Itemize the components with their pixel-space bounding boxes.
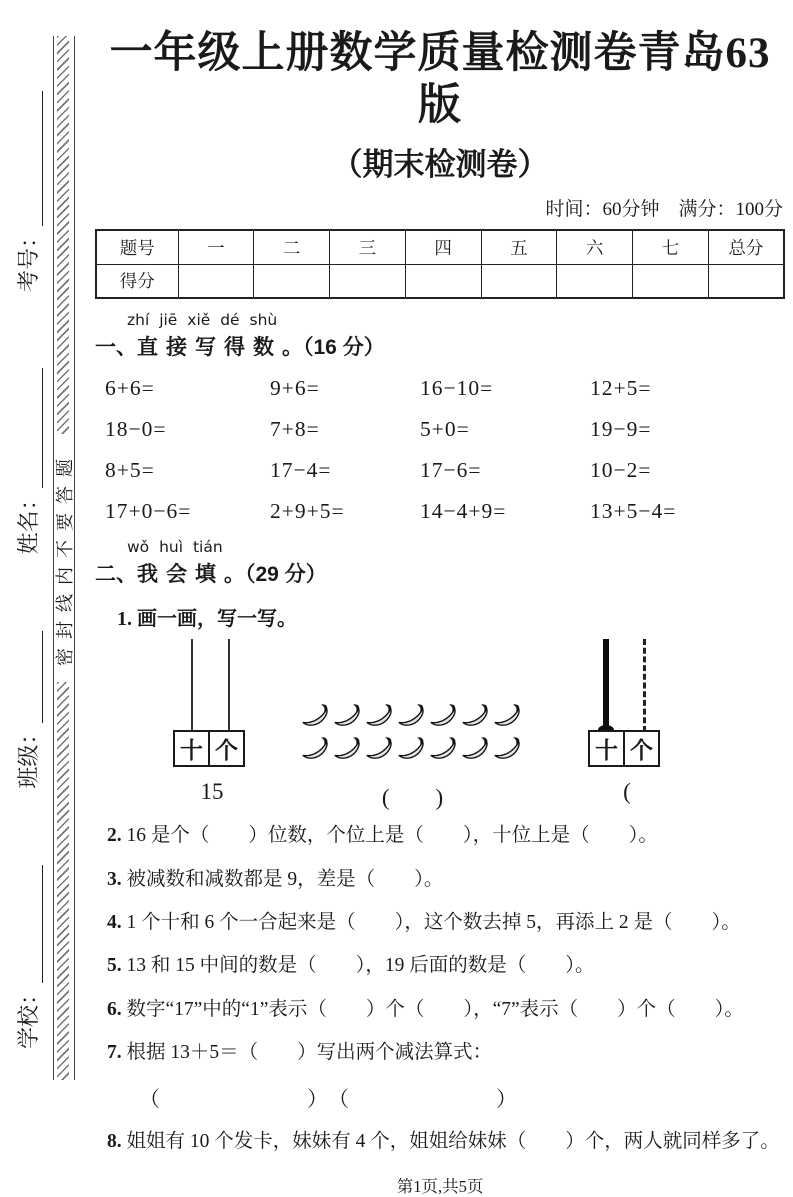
time-score-info: 时间：60分钟 满分：100分 — [545, 199, 783, 221]
exam-number-field — [12, 91, 43, 292]
arithmetic-problem: 19−9= — [590, 417, 652, 442]
tens-box: 十 — [173, 730, 210, 767]
section1-name: 直接写得数 — [137, 336, 282, 360]
pepper-icon — [301, 703, 332, 729]
pepper-icon — [333, 736, 364, 762]
question-number: 4. — [107, 911, 122, 933]
place-value-chart-left — [173, 639, 251, 807]
name-field-label: 姓名： — [15, 488, 41, 555]
place-value-device-left — [173, 639, 251, 767]
question1-figure — [95, 639, 785, 811]
question-number: 3. — [107, 868, 122, 890]
arithmetic-problem: 10−2= — [590, 458, 652, 483]
arithmetic-problem: 5+0= — [420, 417, 470, 442]
student-info-fields — [4, 85, 50, 1055]
ones-box: 个 — [208, 730, 245, 767]
arithmetic-problem: 2+9+5= — [270, 499, 345, 524]
section2-pinyin: wǒ huì tián — [127, 538, 223, 557]
pepper-rows — [301, 703, 524, 762]
pepper-icon — [397, 703, 428, 729]
section1-number: 一、 — [95, 336, 137, 360]
score-cell-empty — [405, 264, 481, 298]
class-field — [12, 631, 43, 789]
score-row-label: 得分 — [96, 264, 178, 298]
figure-middle-answer-blank: ( ) — [381, 785, 444, 811]
score-cell-empty — [708, 264, 784, 298]
arithmetic-problem: 9+6= — [270, 376, 320, 401]
place-value-boxes — [173, 730, 245, 767]
fill-in-questions — [95, 823, 785, 1065]
score-table-col-header: 三 — [330, 230, 406, 264]
score-cell-empty — [330, 264, 406, 298]
score-table-col-header: 二 — [254, 230, 330, 264]
arithmetic-problem: 6+6= — [105, 376, 155, 401]
question7-answer-blanks: （ ） （ ） — [139, 1087, 517, 1112]
page-subtitle: （期末检测卷） — [331, 147, 549, 183]
question-item — [95, 823, 785, 848]
question-text: 13 和 15 中间的数是（ ），19 后面的数是（ ）。 — [121, 955, 595, 977]
school-field — [12, 865, 43, 1049]
question-text: 被减数和减数都是 9，差是（ ）。 — [121, 868, 444, 890]
score-cell-empty — [178, 264, 254, 298]
name-field — [12, 368, 43, 554]
question-item-8 — [95, 1129, 785, 1154]
section2-number: 二、 — [95, 563, 137, 587]
question-item — [95, 910, 785, 935]
place-value-boxes — [588, 730, 660, 767]
place-value-device-right — [588, 639, 666, 767]
arithmetic-problem: 18−0= — [105, 417, 167, 442]
question-text: 姐姐有 10 个发卡，妹妹有 4 个，姐姐给妹妹（ ）个，两人就同样多了。 — [121, 1131, 780, 1153]
question-number: 6. — [107, 998, 122, 1020]
question1-text: 1. 画一画，写一写。 — [117, 608, 297, 631]
arithmetic-problem: 17−4= — [270, 458, 332, 483]
score-table-col-header: 七 — [633, 230, 709, 264]
arithmetic-problem: 16−10= — [420, 376, 494, 401]
arithmetic-problem: 14−4+9= — [420, 499, 507, 524]
pepper-icon — [461, 736, 492, 762]
question-number: 5. — [107, 955, 122, 977]
score-table-col-header: 总分 — [708, 230, 784, 264]
question-number: 2. — [107, 825, 122, 847]
exam-number-field-blank — [19, 91, 42, 226]
pepper-icon — [333, 703, 364, 729]
pepper-row — [301, 736, 524, 762]
section2-heading — [95, 558, 785, 588]
class-field-label: 班级： — [15, 722, 41, 789]
counting-rod-icon — [191, 639, 193, 732]
arithmetic-problem: 8+5= — [105, 458, 155, 483]
section2-name: 我会填 — [137, 563, 224, 587]
seal-line-strip — [53, 36, 75, 1080]
class-field-blank — [19, 631, 42, 723]
section1-score: 。（16 分） — [282, 336, 385, 360]
page-title: 一年级上册数学质量检测卷青岛63版 — [109, 30, 771, 129]
pepper-row — [301, 703, 524, 729]
question-number: 7. — [107, 1041, 122, 1063]
score-cell-empty — [254, 264, 330, 298]
pepper-icon — [493, 736, 524, 762]
question-item — [95, 997, 785, 1022]
question-text: 根据 13＋5＝（ ）写出两个减法算式： — [121, 1041, 493, 1063]
place-value-chart-right — [588, 639, 666, 807]
pepper-group — [301, 703, 524, 811]
section2-score: 。（29 分） — [224, 563, 327, 587]
pepper-icon — [365, 736, 396, 762]
arithmetic-problem: 12+5= — [590, 376, 652, 401]
question-number: 8. — [107, 1131, 122, 1153]
score-table-col-header: 一 — [178, 230, 254, 264]
question-item — [95, 1040, 785, 1065]
dashed-rod-icon — [643, 639, 646, 732]
score-table — [95, 229, 785, 299]
arithmetic-problem: 7+8= — [270, 417, 320, 442]
question-text: 16 是个（ ）位数，个位上是（ ），十位上是（ ）。 — [121, 825, 658, 847]
seal-line-text: 密封线内不要答题 — [55, 450, 75, 666]
score-table-corner-label: 题号 — [96, 230, 178, 264]
pepper-icon — [301, 736, 332, 762]
question-text: 1 个十和 6 个一合起来是（ ），这个数去掉 5，再添上 2 是（ ）。 — [121, 911, 741, 933]
question-item — [95, 867, 785, 892]
tens-box: 十 — [588, 730, 625, 767]
score-cell-empty — [481, 264, 557, 298]
question-text: 数字“17”中的“1”表示（ ）个（ ），“7”表示（ ）个（ ）。 — [121, 998, 744, 1020]
paper-content — [95, 0, 785, 1197]
question-item — [95, 953, 785, 978]
section1-heading — [95, 331, 785, 361]
pepper-icon — [429, 736, 460, 762]
score-table-header-row — [96, 230, 784, 264]
score-table-col-header: 五 — [481, 230, 557, 264]
seal-hatch-bottom — [57, 682, 69, 1080]
name-field-blank — [19, 368, 42, 488]
arithmetic-problem: 17+0−6= — [105, 499, 192, 524]
pepper-icon — [461, 703, 492, 729]
pepper-icon — [397, 736, 428, 762]
counting-rod-icon — [228, 639, 230, 732]
pepper-icon — [429, 703, 460, 729]
student-info-fields-inner — [4, 85, 50, 1055]
school-field-blank — [19, 865, 42, 983]
seal-hatch-top — [57, 36, 69, 434]
score-cell-empty — [633, 264, 709, 298]
figure-right-answer-blank: ( — [623, 779, 631, 805]
arithmetic-problem: 13+5−4= — [590, 499, 677, 524]
score-cell-empty — [557, 264, 633, 298]
figure-left-value: 15 — [200, 779, 224, 805]
score-table-col-header: 四 — [405, 230, 481, 264]
seal-text-wrap — [54, 434, 74, 682]
arithmetic-problem: 17−6= — [420, 458, 482, 483]
arithmetic-problems-grid — [95, 376, 785, 524]
score-table-score-row — [96, 264, 784, 298]
ones-box: 个 — [623, 730, 660, 767]
exam-number-field-label: 考号： — [15, 226, 41, 293]
page-number: 第1页,共5页 — [396, 1176, 484, 1196]
bead-rod-icon — [603, 639, 609, 732]
pepper-icon — [365, 703, 396, 729]
section1-pinyin: zhí jiē xiě dé shù — [127, 311, 278, 330]
school-field-label: 学校： — [15, 982, 41, 1049]
pepper-icon — [493, 703, 524, 729]
score-table-col-header: 六 — [557, 230, 633, 264]
